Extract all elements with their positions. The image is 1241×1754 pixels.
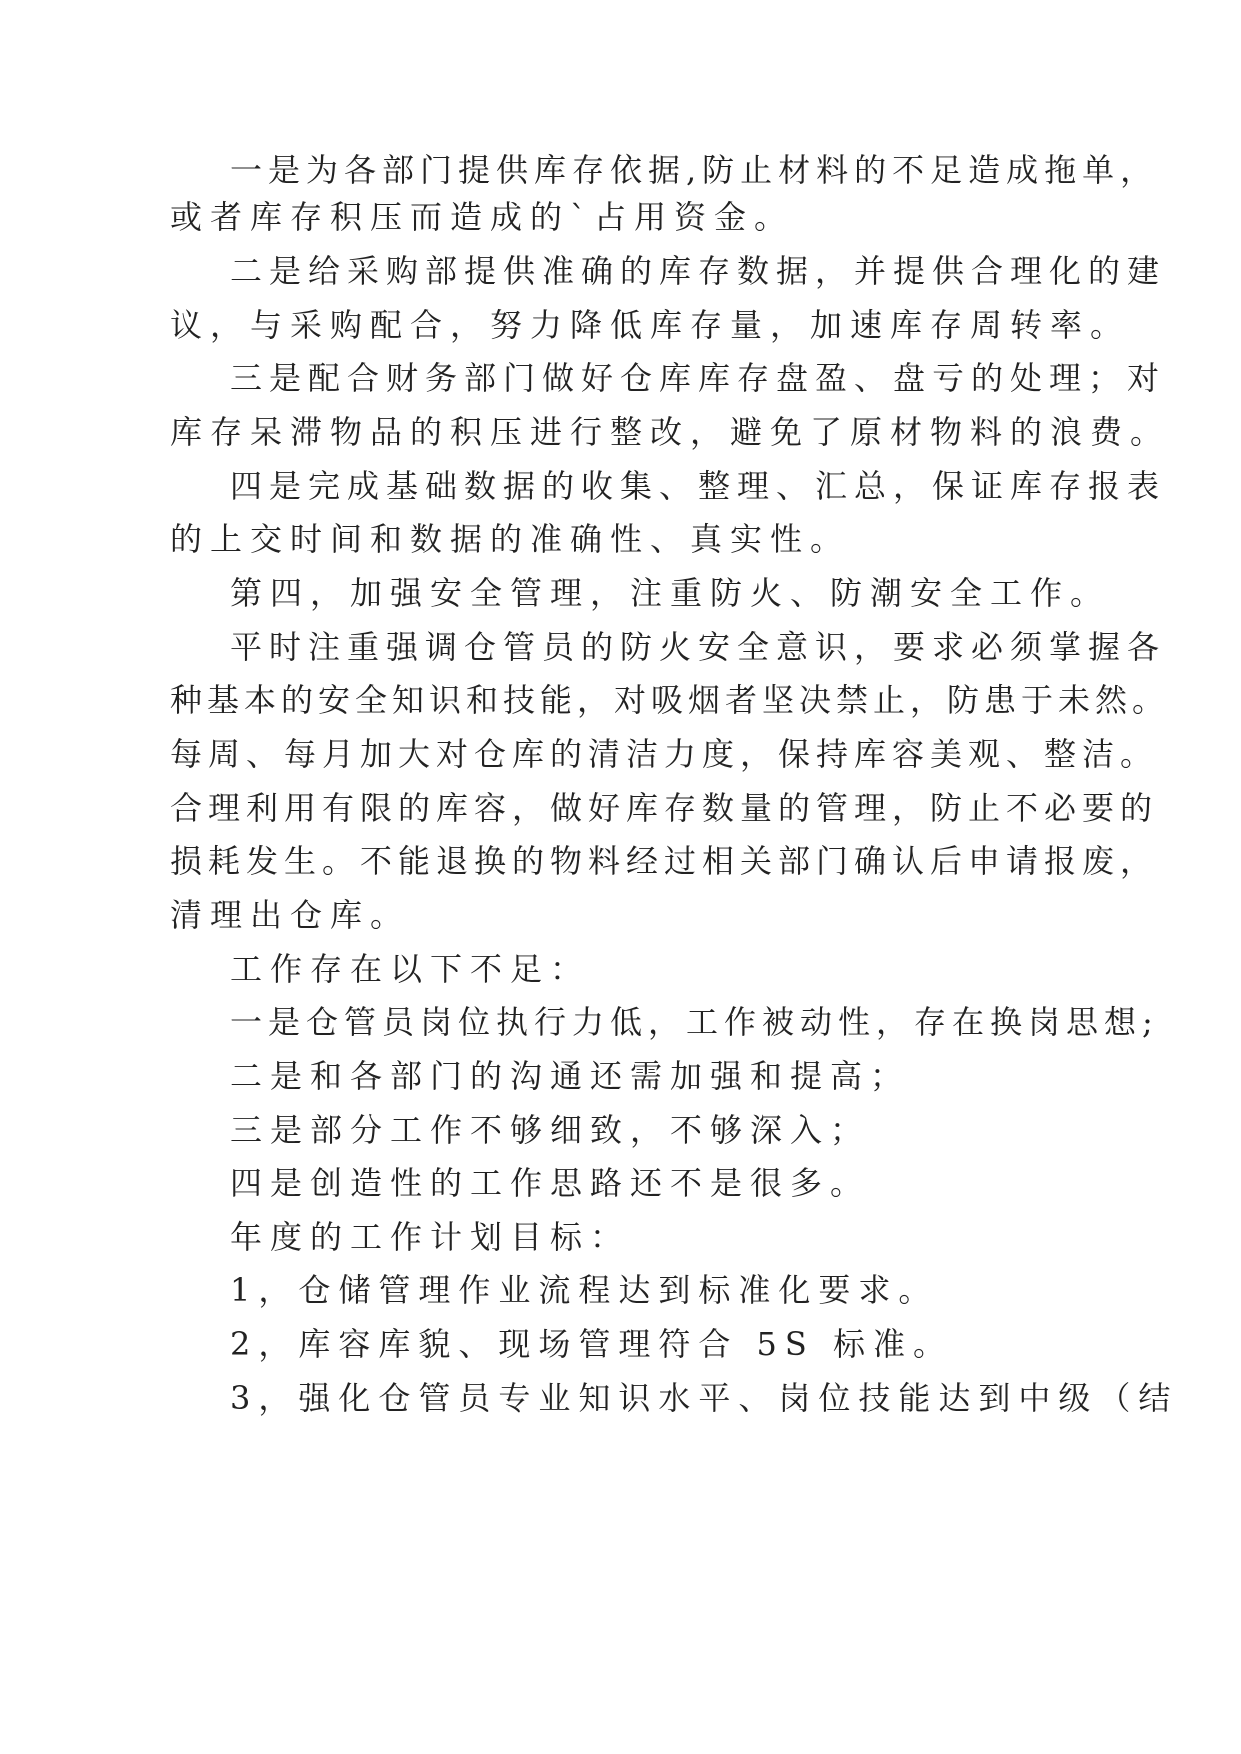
text-line: 的上交时间和数据的准确性、真实性。 [170, 520, 851, 558]
text-line: 四是完成基础数据的收集、整理、汇总，保证库存报表 [230, 467, 1167, 505]
text-line: 2，库容库貌、现场管理符合 5S 标准。 [230, 1325, 953, 1363]
text-line: 3，强化仓管员专业知识水平、岗位技能达到中级（结 [230, 1379, 1179, 1417]
text-line: 三是配合财务部门做好仓库库存盘盈、盘亏的处理；对 [230, 359, 1167, 397]
text-line: 1，仓储管理作业流程达到标准化要求。 [230, 1271, 939, 1309]
text-line: 每周、每月加大对仓库的清洁力度，保持库容美观、整洁。 [170, 735, 1159, 773]
text-line: 合理利用有限的库容，做好库存数量的管理，防止不必要的 [170, 789, 1159, 827]
text-line: 库存呆滞物品的积压进行整改，避免了原材物料的浪费。 [170, 413, 1171, 451]
text-line: 二是和各部门的沟通还需加强和提高； [230, 1057, 911, 1095]
text-line: 二是给采购部提供准确的库存数据，并提供合理化的建 [230, 252, 1167, 290]
text-line: 平时注重强调仓管员的防火安全意识，要求必须掌握各 [230, 628, 1167, 666]
text-line: 损耗发生。不能退换的物料经过相关部门确认后申请报废， [170, 842, 1159, 880]
text-line: 三是部分工作不够细致，不够深入； [230, 1111, 871, 1149]
text-line: 四是创造性的工作思路还不是很多。 [230, 1164, 871, 1202]
text-line: 年度的工作计划目标： [230, 1218, 631, 1256]
text-line: 或者库存积压而造成的`占用资金。 [170, 198, 795, 236]
text-line: 议，与采购配合，努力降低库存量，加速库存周转率。 [170, 306, 1131, 344]
text-line: 第四，加强安全管理，注重防火、防潮安全工作。 [230, 574, 1111, 612]
text-line: 种基本的安全知识和技能，对吸烟者坚决禁止，防患于未然。 [170, 681, 1170, 719]
text-line: 工作存在以下不足： [230, 950, 591, 988]
text-line: 清理出仓库。 [170, 896, 411, 934]
text-line: 一是为各部门提供库存依据,防止材料的不足造成拖单， [230, 151, 1159, 189]
text-line: 一是仓管员岗位执行力低，工作被动性，存在换岗思想; [230, 1003, 1159, 1041]
